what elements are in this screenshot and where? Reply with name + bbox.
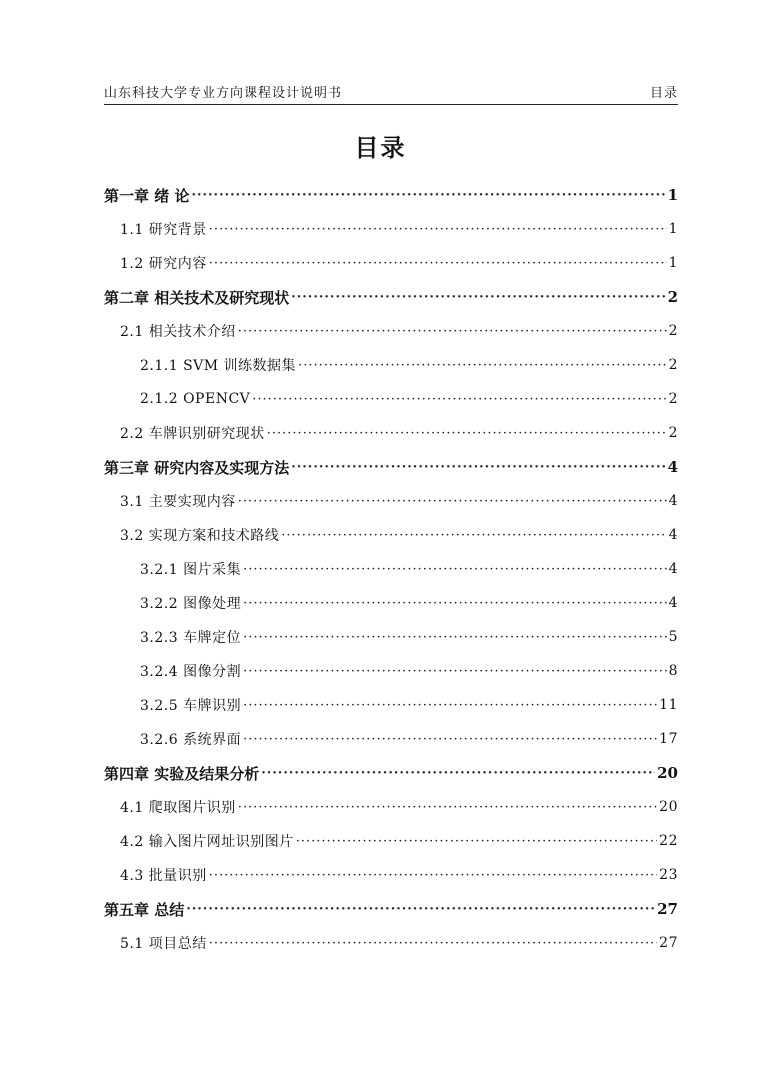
toc-entry-label: 2.2 车牌识别研究现状	[120, 426, 265, 442]
toc-section-entry[interactable]	[104, 926, 678, 960]
toc-section-entry[interactable]	[104, 824, 678, 858]
toc-chapter-entry[interactable]	[104, 756, 678, 790]
toc-section-entry[interactable]	[104, 416, 678, 450]
toc-chapter-entry[interactable]	[104, 280, 678, 314]
toc-subsection-entry[interactable]	[104, 654, 678, 688]
toc-page-number: 17	[659, 731, 678, 747]
toc-section-entry[interactable]	[104, 484, 678, 518]
toc-dot-leader	[281, 528, 666, 543]
toc-dot-leader	[291, 290, 665, 305]
toc-page-number: 23	[659, 867, 678, 883]
toc-entry-label: 1.2 研究内容	[120, 256, 207, 272]
toc-page-number: 4	[667, 458, 678, 476]
toc-chapter-entry[interactable]	[104, 450, 678, 484]
toc-dot-leader	[261, 766, 655, 781]
toc-dot-leader	[209, 868, 657, 883]
toc-page-number: 2	[668, 357, 678, 373]
toc-entry-label: 3.2.1 图片采集	[140, 562, 242, 578]
toc-dot-leader	[291, 460, 665, 475]
toc-page-number: 1	[668, 255, 678, 271]
toc-page-number: 27	[659, 935, 678, 951]
toc-entry-label: 第三章 研究内容及实现方法	[104, 458, 290, 477]
toc-section-entry[interactable]	[104, 212, 678, 246]
toc-dot-leader	[191, 188, 665, 203]
toc-page-number: 8	[668, 663, 678, 679]
toc-entry-label: 4.2 输入图片网址识别图片	[120, 834, 294, 850]
toc-chapter-entry[interactable]	[104, 178, 678, 212]
toc-entry-label: 3.2.4 图像分割	[140, 664, 242, 680]
toc-page-number: 4	[668, 527, 678, 543]
toc-page-number: 27	[657, 900, 678, 918]
toc-dot-leader	[209, 222, 667, 237]
toc-subsection-entry[interactable]	[104, 688, 678, 722]
toc-dot-leader	[298, 358, 667, 373]
toc-page-number: 1	[667, 186, 678, 204]
toc-dot-leader	[243, 596, 667, 611]
toc-entry-label: 3.2.6 系统界面	[140, 732, 242, 748]
toc-section-entry[interactable]	[104, 858, 678, 892]
toc-page-number: 5	[668, 629, 678, 645]
toc-subsection-entry[interactable]	[104, 722, 678, 756]
document-title-header: 山东科技大学专业方向课程设计说明书	[104, 86, 343, 101]
toc-dot-leader	[252, 392, 666, 407]
toc-subsection-entry[interactable]	[104, 620, 678, 654]
toc-entry-label: 第一章 绪 论	[104, 186, 190, 205]
toc-dot-leader	[243, 664, 667, 679]
page-title: 目录	[354, 133, 407, 162]
toc-dot-leader	[243, 698, 657, 713]
toc-page-number: 20	[659, 799, 678, 815]
toc-page-number: 1	[668, 221, 678, 237]
toc-dot-leader	[267, 426, 667, 441]
toc-dot-leader	[243, 630, 667, 645]
toc-chapter-entry[interactable]	[104, 892, 678, 926]
toc-page-number: 2	[667, 288, 678, 306]
toc-entry-label: 第二章 相关技术及研究现状	[104, 288, 290, 307]
toc-entry-label: 3.2.2 图像处理	[140, 596, 242, 612]
toc-subsection-entry[interactable]	[104, 586, 678, 620]
toc-dot-leader	[243, 562, 667, 577]
toc-entry-label: 3.2 实现方案和技术路线	[120, 528, 280, 544]
toc-entry-label: 4.1 爬取图片识别	[120, 800, 236, 816]
toc-page-number: 4	[668, 561, 678, 577]
toc-dot-leader	[243, 732, 657, 747]
toc-section-entry[interactable]	[104, 518, 678, 552]
toc-entry-label: 3.2.5 车牌识别	[140, 698, 242, 714]
toc-subsection-entry[interactable]	[104, 382, 678, 416]
toc-page-number: 2	[668, 425, 678, 441]
toc-page-number: 4	[668, 493, 678, 509]
toc-dot-leader	[238, 494, 667, 509]
toc-section-entry[interactable]	[104, 246, 678, 280]
toc-page-number: 2	[668, 391, 678, 407]
toc-entry-label: 5.1 项目总结	[120, 936, 207, 952]
toc-page-number: 20	[657, 764, 678, 782]
toc-dot-leader	[296, 834, 657, 849]
toc-subsection-entry[interactable]	[104, 348, 678, 382]
section-name-header: 目录	[649, 86, 678, 101]
table-of-contents	[104, 178, 678, 960]
toc-dot-leader	[238, 324, 667, 339]
toc-entry-label: 1.1 研究背景	[120, 222, 207, 238]
toc-section-entry[interactable]	[104, 790, 678, 824]
toc-dot-leader	[209, 256, 667, 271]
toc-entry-label: 2.1.1 SVM 训练数据集	[140, 358, 297, 374]
toc-dot-leader	[209, 936, 657, 951]
toc-entry-label: 2.1.2 OPENCV	[140, 391, 251, 407]
toc-page-number: 4	[668, 595, 678, 611]
toc-entry-label: 2.1 相关技术介绍	[120, 324, 236, 340]
toc-section-entry[interactable]	[104, 314, 678, 348]
toc-dot-leader	[186, 902, 655, 917]
page-header	[104, 82, 678, 105]
toc-entry-label: 第四章 实验及结果分析	[104, 764, 260, 783]
toc-page-number: 2	[668, 323, 678, 339]
toc-entry-label: 3.2.3 车牌定位	[140, 630, 242, 646]
toc-dot-leader	[238, 800, 657, 815]
toc-entry-label: 3.1 主要实现内容	[120, 494, 236, 510]
toc-subsection-entry[interactable]	[104, 552, 678, 586]
toc-entry-label: 第五章 总结	[104, 900, 185, 919]
toc-page-number: 11	[659, 697, 678, 713]
toc-page-number: 22	[659, 833, 678, 849]
toc-entry-label: 4.3 批量识别	[120, 868, 207, 884]
